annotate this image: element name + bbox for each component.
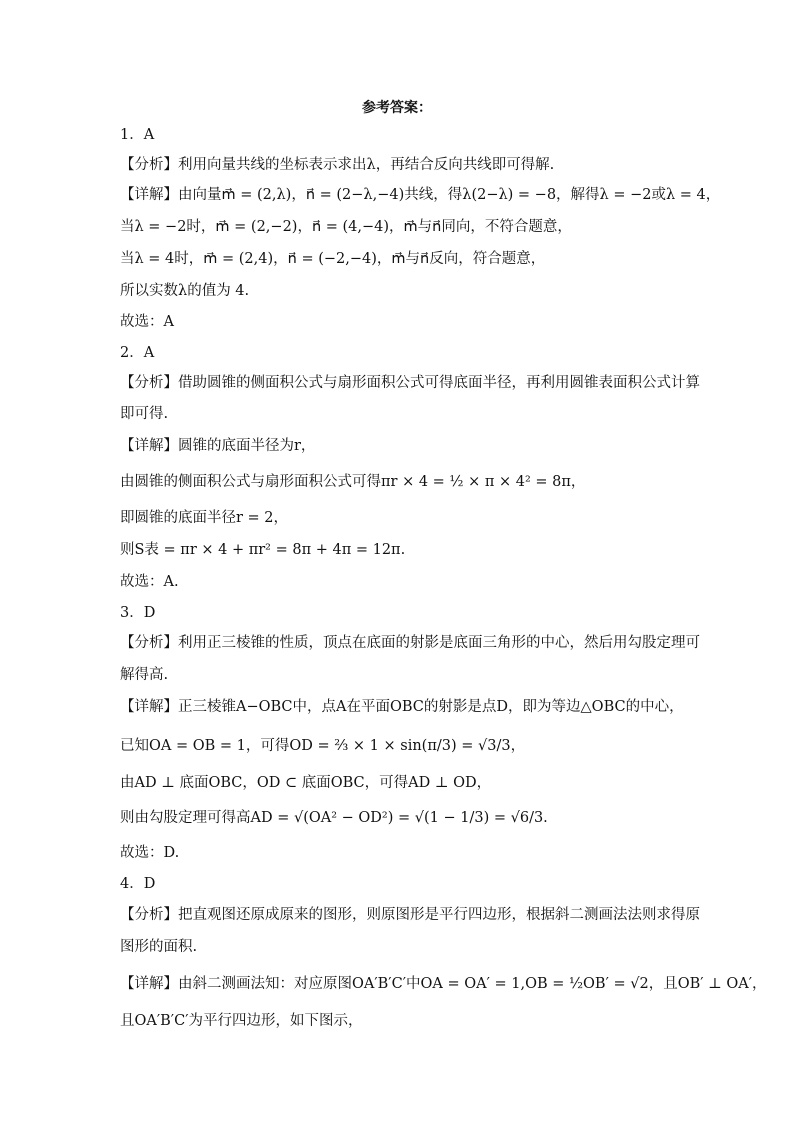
- page-title: 参考答案：: [362, 100, 432, 116]
- answer-line: 当λ = 4时，m⃗ = (2,4)，n⃗ = (−2,−4)，m⃗与n⃗反向，符合题意，: [120, 251, 546, 267]
- answer-line: 故选：D.: [120, 845, 180, 861]
- answer-line: 即圆锥的底面半径r = 2，: [120, 510, 289, 526]
- answer-line: 则S表 = πr × 4 + πr² = 8π + 4π = 12π.: [120, 542, 406, 558]
- answer-line: 当λ = −2时，m⃗ = (2,−2)，n⃗ = (4,−4)，m⃗与n⃗同向，不符合题意，: [120, 219, 572, 235]
- answer-line: 【详解】圆锥的底面半径为r，: [120, 438, 316, 454]
- answer-line: 且OA′B′C′为平行四边形，如下图示，: [120, 1013, 363, 1029]
- answer-line: 由圆锥的侧面积公式与扇形面积公式可得πr × 4 = ½ × π × 4² = 8π，: [120, 474, 586, 490]
- answer-line: 【分析】把直观图还原成原来的图形，则原图形是平行四边形，根据斜二测画法法则求得原: [120, 907, 700, 923]
- answer-line: 所以实数λ的值为 4.: [120, 283, 250, 299]
- answer-line: 【分析】利用向量共线的坐标表示求出λ，再结合反向共线即可得解.: [120, 157, 555, 173]
- answer-line: 【分析】利用正三棱锥的性质，顶点在底面的射影是底面三角形的中心，然后用勾股定理可: [120, 635, 700, 651]
- answer-line: 【详解】正三棱锥A−OBC中，点A在平面OBC的射影是点D，即为等边△OBC的中心，: [120, 699, 684, 715]
- answer-line: 已知OA = OB = 1，可得OD = ⅔ × 1 × sin(π/3) = √3/3，: [120, 738, 526, 754]
- answer-line: 【分析】借助圆锥的侧面积公式与扇形面积公式可得底面半径，再利用圆锥表面积公式计算: [120, 375, 700, 391]
- answer-line: 图形的面积.: [120, 939, 198, 955]
- answer-line: 故选：A: [120, 314, 174, 330]
- answer-line: 由AD ⊥ 底面OBC，OD ⊂ 底面OBC，可得AD ⊥ OD，: [120, 775, 492, 791]
- answer-line: 解得高.: [120, 667, 169, 683]
- answer-line: 则由勾股定理可得高AD = √(OA² − OD²) = √(1 − 1/3) = √6/3.: [120, 810, 548, 826]
- answer-line: 1．A: [120, 127, 155, 143]
- answer-line: 4．D: [120, 876, 156, 892]
- answer-line: 【详解】由向量m⃗ = (2,λ)，n⃗ = (2−λ,−4)共线，得λ(2−λ) = −8，解得λ = −2或λ = 4，: [120, 187, 721, 203]
- answer-line: 2．A: [120, 345, 155, 361]
- answer-line: 即可得.: [120, 406, 169, 422]
- answer-line: 3．D: [120, 605, 156, 621]
- answer-line: 故选：A.: [120, 574, 179, 590]
- answer-line: 【详解】由斜二测画法知：对应原图OA′B′C′中OA = OA′ = 1,OB = ½OB′ = √2，且OB′ ⊥ OA′，: [120, 976, 767, 992]
